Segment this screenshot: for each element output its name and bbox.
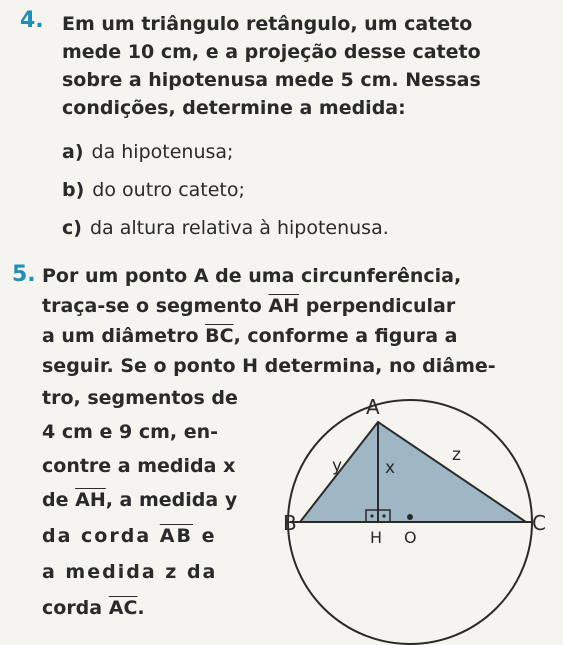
label-y: y: [332, 456, 343, 476]
segment-ab: $\overline{AB}$: [159, 525, 193, 547]
item-text: da hipotenusa;: [91, 141, 234, 163]
text-part: perpendicular: [299, 295, 456, 317]
right-angle-dot: [370, 514, 373, 517]
center-point-o: [407, 514, 413, 520]
label-c: C: [532, 511, 546, 535]
problem-5-line-7: contre a medida x: [42, 455, 236, 477]
problem-5-number: 5.: [12, 262, 36, 287]
problem-5-line-4: seguir. Se o ponto H determina, no diâme-: [42, 355, 496, 377]
problem-4-line-4: condições, determine a medida:: [62, 97, 406, 119]
problem-5-line-10: a medida z da: [42, 561, 218, 583]
problem-5-line-6: 4 cm e 9 cm, en-: [42, 421, 219, 443]
text-part: , a medida y: [105, 489, 238, 511]
problem-5-line-5: tro, segmentos de: [42, 387, 238, 409]
problem-4-line-1: Em um triângulo retângulo, um cateto: [62, 13, 473, 35]
item-letter: b): [62, 179, 85, 201]
label-o: O: [404, 528, 417, 547]
text-part: de: [42, 489, 76, 511]
label-b: B: [283, 511, 297, 535]
item-text: do outro cateto;: [92, 179, 245, 201]
problem-4-number: 4.: [20, 8, 44, 33]
segment-ah: $\overline{AH}$: [75, 489, 106, 511]
text-part: a um diâmetro: [42, 325, 206, 347]
problem-4-line-2: mede 10 cm, e a projeção desse cateto: [62, 41, 481, 63]
problem-4-line-3: sobre a hipotenusa mede 5 cm. Nessas: [62, 69, 481, 91]
right-angle-dot: [382, 514, 385, 517]
problem-5-line-1: Por um ponto A de uma circunferência,: [42, 265, 462, 287]
label-a: A: [366, 395, 380, 419]
item-text: da altura relativa à hipotenusa.: [89, 217, 389, 239]
text-part: e: [192, 525, 217, 547]
label-h: H: [370, 528, 383, 547]
text-part: corda: [42, 597, 109, 619]
text-part: traça-se o segmento: [42, 295, 269, 317]
item-letter: c): [62, 217, 82, 239]
text-part: , conforme a figura a: [233, 325, 458, 347]
segment-ac: $\overline{AC}$: [108, 597, 138, 619]
label-x: x: [385, 458, 396, 478]
segment-bc: $\overline{BC}$: [205, 325, 234, 347]
label-z: z: [452, 445, 461, 465]
item-letter: a): [62, 141, 84, 163]
text-part: da corda: [42, 525, 160, 547]
segment-ah: $\overline{AH}$: [268, 295, 300, 317]
text-part: .: [137, 597, 145, 619]
